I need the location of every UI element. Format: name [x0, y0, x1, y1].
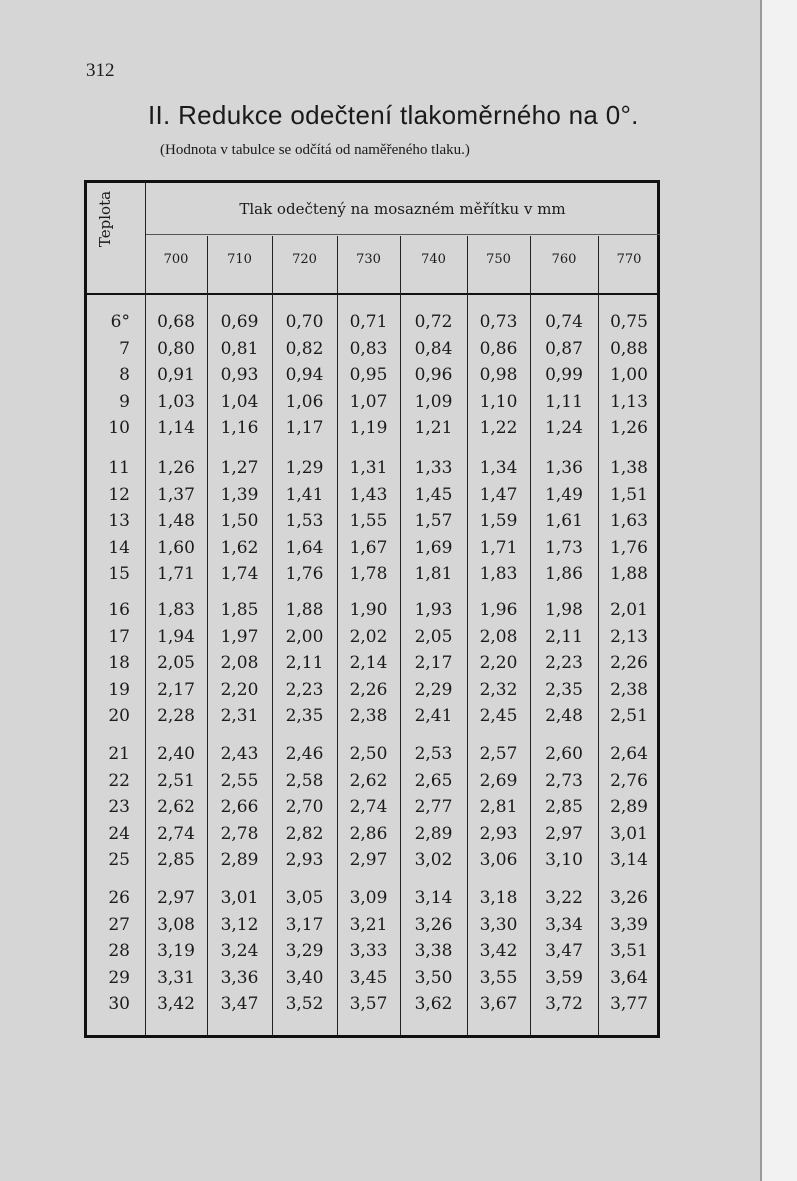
value-cell: 0,88 — [610, 338, 648, 359]
value-cell: 3,55 — [479, 967, 518, 988]
value-cell: 2,45 — [479, 706, 518, 726]
value-cell: 0,70 — [285, 312, 324, 332]
value-cell: 2,28 — [157, 706, 195, 726]
column-header: 750 — [486, 252, 511, 267]
temperature-cell: 16 — [108, 600, 130, 620]
value-cell: 2,05 — [157, 653, 195, 673]
value-cell: 2,35 — [285, 706, 324, 726]
value-cell: 0,71 — [349, 312, 388, 332]
value-cell: 1,37 — [157, 484, 195, 505]
value-cell: 2,17 — [414, 653, 453, 673]
value-cell: 1,55 — [349, 511, 388, 531]
value-cell: 0,94 — [285, 365, 324, 385]
value-cell: 2,86 — [349, 823, 388, 844]
value-cell: 2,38 — [610, 679, 648, 700]
value-cell: 1,71 — [479, 537, 518, 558]
value-cell: 1,38 — [610, 458, 648, 478]
value-cell: 2,48 — [545, 706, 583, 726]
value-cell: 2,26 — [349, 679, 388, 700]
value-cell: 3,29 — [285, 941, 324, 961]
value-cell: 1,78 — [349, 564, 388, 584]
value-cell: 3,14 — [414, 888, 453, 908]
column-header: 700 — [163, 252, 189, 267]
value-cell: 2,89 — [220, 850, 259, 870]
value-cell: 2,81 — [479, 797, 518, 817]
value-cell: 2,00 — [285, 626, 324, 647]
value-cell: 1,69 — [414, 537, 453, 558]
value-cell: 2,97 — [545, 823, 583, 844]
value-cell: 2,50 — [349, 744, 388, 764]
temperature-cell: 21 — [108, 744, 130, 764]
value-cell: 2,05 — [414, 626, 453, 647]
value-cell: 1,83 — [479, 564, 518, 584]
value-cell: 1,71 — [157, 564, 195, 584]
value-cell: 1,24 — [545, 418, 583, 438]
value-cell: 1,63 — [610, 511, 648, 531]
value-cell: 2,74 — [157, 823, 195, 844]
temperature-cell: 12 — [108, 484, 130, 505]
value-cell: 3,39 — [610, 914, 648, 935]
value-cell: 0,95 — [349, 365, 388, 385]
value-cell: 0,74 — [545, 312, 583, 332]
value-cell: 2,23 — [285, 679, 324, 700]
value-cell: 1,62 — [220, 537, 259, 558]
value-cell: 2,97 — [157, 888, 195, 908]
page-edge — [760, 0, 797, 1181]
value-cell: 3,14 — [610, 850, 648, 870]
value-cell: 3,06 — [479, 850, 518, 870]
value-cell: 1,03 — [157, 391, 195, 412]
value-cell: 3,77 — [610, 994, 648, 1014]
value-cell: 2,64 — [610, 744, 648, 764]
value-cell: 0,75 — [610, 312, 648, 332]
temperature-cell: 17 — [108, 626, 130, 647]
value-cell: 3,08 — [157, 914, 195, 935]
value-cell: 3,19 — [157, 941, 195, 961]
value-cell: 2,08 — [220, 653, 259, 673]
temperature-cell: 9 — [119, 391, 130, 412]
value-cell: 1,27 — [220, 458, 259, 478]
value-cell: 2,82 — [285, 823, 324, 844]
value-cell: 2,58 — [285, 770, 324, 791]
value-cell: 2,02 — [349, 626, 388, 647]
temperature-cell: 22 — [108, 770, 130, 791]
value-cell: 3,59 — [545, 967, 583, 988]
value-cell: 3,01 — [610, 823, 648, 844]
temperature-cell: 10 — [108, 418, 130, 438]
caption-rule — [145, 234, 660, 235]
value-cell: 3,52 — [285, 994, 324, 1014]
value-cell: 0,87 — [545, 338, 583, 359]
value-cell: 2,51 — [610, 706, 648, 726]
value-cell: 1,76 — [610, 537, 648, 558]
value-cell: 3,36 — [220, 967, 259, 988]
value-cell: 3,72 — [545, 994, 583, 1014]
value-cell: 0,69 — [220, 312, 259, 332]
column-header: 740 — [421, 252, 446, 267]
value-cell: 2,20 — [220, 679, 259, 700]
value-cell: 1,26 — [610, 418, 648, 438]
header-rule — [84, 293, 660, 295]
value-cell: 3,64 — [610, 967, 648, 988]
value-cell: 2,89 — [610, 797, 648, 817]
value-cell: 1,04 — [220, 391, 259, 412]
value-cell: 2,41 — [414, 706, 453, 726]
value-cell: 3,34 — [545, 914, 583, 935]
value-cell: 2,43 — [220, 744, 259, 764]
value-cell: 0,82 — [285, 338, 324, 359]
value-cell: 1,34 — [479, 458, 518, 478]
page-title: II. Redukce odečtení tlakoměrného na 0°. — [148, 100, 639, 130]
temperature-cell: 20 — [108, 706, 130, 726]
value-cell: 1,53 — [285, 511, 324, 531]
value-cell: 1,61 — [545, 511, 583, 531]
temperature-cell: 24 — [108, 823, 130, 844]
value-cell: 1,85 — [220, 600, 259, 620]
value-cell: 1,36 — [545, 458, 583, 478]
value-cell: 2,85 — [545, 797, 583, 817]
value-cell: 2,85 — [157, 850, 195, 870]
column-header: 760 — [551, 252, 577, 267]
value-cell: 1,10 — [479, 391, 518, 412]
value-cell: 1,97 — [220, 626, 259, 647]
table-caption: Tlak odečtený na mosazném měřítku v mm — [239, 200, 566, 218]
value-cell: 3,51 — [610, 941, 648, 961]
value-cell: 3,62 — [414, 994, 453, 1014]
value-cell: 3,67 — [479, 994, 518, 1014]
value-cell: 1,86 — [545, 564, 583, 584]
value-cell: 2,93 — [479, 823, 518, 844]
value-cell: 2,70 — [285, 797, 324, 817]
value-cell: 3,33 — [349, 941, 388, 961]
value-cell: 1,67 — [349, 537, 388, 558]
value-cell: 0,86 — [479, 338, 518, 359]
value-cell: 1,39 — [220, 484, 259, 505]
value-cell: 3,26 — [414, 914, 453, 935]
value-cell: 1,17 — [285, 418, 324, 438]
value-cell: 3,10 — [545, 850, 583, 870]
value-cell: 3,38 — [414, 941, 453, 961]
row-header-teplota: Teplota — [96, 190, 114, 248]
value-cell: 3,17 — [285, 914, 324, 935]
value-cell: 1,88 — [285, 600, 324, 620]
value-cell: 2,46 — [285, 744, 324, 764]
value-cell: 1,41 — [285, 484, 324, 505]
value-cell: 1,45 — [414, 484, 453, 505]
temperature-cell: 27 — [108, 914, 130, 935]
value-cell: 1,88 — [610, 564, 648, 584]
value-cell: 1,83 — [157, 600, 195, 620]
temperature-cell: 29 — [108, 967, 130, 988]
value-cell: 2,20 — [479, 653, 518, 673]
value-cell: 3,02 — [414, 850, 453, 870]
value-cell: 1,60 — [157, 537, 195, 558]
value-cell: 2,74 — [349, 797, 388, 817]
value-cell: 2,01 — [610, 600, 648, 620]
temperature-cell: 14 — [108, 537, 130, 558]
value-cell: 2,57 — [479, 744, 518, 764]
temperature-cell: 23 — [108, 797, 130, 817]
value-cell: 1,16 — [220, 418, 259, 438]
value-cell: 1,14 — [157, 418, 195, 438]
value-cell: 1,13 — [610, 391, 648, 412]
value-cell: 1,94 — [157, 626, 195, 647]
temperature-cell: 8 — [119, 365, 130, 385]
value-cell: 2,17 — [157, 679, 195, 700]
value-cell: 2,62 — [349, 770, 388, 791]
value-cell: 1,31 — [349, 458, 388, 478]
value-cell: 2,60 — [545, 744, 583, 764]
column-header: 710 — [227, 252, 252, 267]
value-cell: 0,72 — [414, 312, 453, 332]
value-cell: 2,66 — [220, 797, 259, 817]
value-cell: 0,73 — [479, 312, 518, 332]
value-cell: 3,45 — [349, 967, 388, 988]
value-cell: 3,05 — [285, 888, 324, 908]
value-cell: 0,93 — [220, 365, 259, 385]
value-cell: 3,26 — [610, 888, 648, 908]
value-cell: 1,26 — [157, 458, 195, 478]
value-cell: 3,42 — [157, 994, 195, 1014]
value-cell: 2,93 — [285, 850, 324, 870]
value-cell: 3,12 — [220, 914, 259, 935]
value-cell: 3,40 — [285, 967, 324, 988]
temperature-cell: 18 — [108, 653, 130, 673]
value-cell: 0,81 — [220, 338, 259, 359]
column-header: 770 — [616, 252, 642, 267]
column-header: 730 — [356, 252, 381, 267]
value-cell: 2,77 — [414, 797, 453, 817]
value-cell: 2,31 — [220, 706, 259, 726]
value-cell: 2,11 — [285, 653, 324, 673]
temperature-cell: 7 — [119, 338, 130, 359]
value-cell: 2,23 — [545, 653, 583, 673]
page-subtitle: (Hodnota v tabulce se odčítá od naměřeného tlaku.) — [160, 142, 470, 158]
value-cell: 2,38 — [349, 706, 388, 726]
temperature-cell: 15 — [108, 564, 130, 584]
temperature-cell: 30 — [108, 994, 130, 1014]
value-cell: 2,26 — [610, 653, 648, 673]
temperature-cell: 6° — [110, 312, 130, 332]
value-cell: 3,31 — [157, 967, 195, 988]
value-cell: 2,29 — [414, 679, 453, 700]
value-cell: 1,00 — [610, 365, 648, 385]
value-cell: 0,96 — [414, 365, 453, 385]
value-cell: 1,74 — [220, 564, 259, 584]
value-cell: 0,80 — [157, 338, 195, 359]
value-cell: 2,13 — [610, 626, 648, 647]
value-cell: 2,40 — [157, 744, 195, 764]
value-cell: 2,73 — [545, 770, 583, 791]
temperature-cell: 28 — [108, 941, 130, 961]
value-cell: 1,96 — [479, 600, 518, 620]
value-cell: 1,43 — [349, 484, 388, 505]
value-cell: 3,30 — [479, 914, 518, 935]
value-cell: 2,78 — [220, 823, 259, 844]
temperature-cell: 26 — [108, 888, 130, 908]
value-cell: 0,83 — [349, 338, 388, 359]
value-cell: 3,01 — [220, 888, 259, 908]
value-cell: 2,55 — [220, 770, 259, 791]
value-cell: 3,47 — [545, 941, 583, 961]
value-cell: 1,90 — [349, 600, 388, 620]
value-cell: 0,99 — [545, 365, 583, 385]
value-cell: 1,11 — [545, 391, 583, 412]
value-cell: 3,50 — [414, 967, 453, 988]
value-cell: 2,89 — [414, 823, 453, 844]
value-cell: 1,57 — [414, 511, 453, 531]
value-cell: 1,73 — [545, 537, 583, 558]
value-cell: 3,47 — [220, 994, 259, 1014]
value-cell: 2,11 — [545, 626, 583, 647]
temperature-cell: 19 — [108, 679, 130, 700]
value-cell: 1,76 — [285, 564, 324, 584]
value-cell: 3,18 — [479, 888, 518, 908]
value-cell: 1,07 — [349, 391, 388, 412]
value-cell: 1,09 — [414, 391, 453, 412]
column-header: 720 — [292, 252, 317, 267]
value-cell: 0,68 — [157, 312, 195, 332]
value-cell: 1,29 — [285, 458, 324, 478]
page-number: 312 — [86, 60, 115, 81]
value-cell: 3,42 — [479, 941, 518, 961]
value-cell: 1,47 — [479, 484, 518, 505]
value-cell: 1,64 — [285, 537, 324, 558]
value-cell: 1,93 — [414, 600, 453, 620]
value-cell: 0,84 — [414, 338, 453, 359]
value-cell: 3,24 — [220, 941, 259, 961]
value-cell: 1,50 — [220, 511, 259, 531]
value-cell: 2,08 — [479, 626, 518, 647]
value-cell: 2,76 — [610, 770, 648, 791]
value-cell: 2,14 — [349, 653, 388, 673]
temperature-cell: 13 — [108, 511, 130, 531]
value-cell: 3,09 — [349, 888, 388, 908]
value-cell: 2,69 — [479, 770, 518, 791]
value-cell: 0,98 — [479, 365, 518, 385]
value-cell: 2,65 — [414, 770, 453, 791]
value-cell: 1,51 — [610, 484, 648, 505]
value-cell: 2,62 — [157, 797, 195, 817]
value-cell: 0,91 — [157, 365, 195, 385]
value-cell: 1,81 — [414, 564, 453, 584]
temperature-cell: 25 — [108, 850, 130, 870]
value-cell: 3,21 — [349, 914, 388, 935]
value-cell: 2,97 — [349, 850, 388, 870]
value-cell: 2,53 — [414, 744, 453, 764]
value-cell: 3,57 — [349, 994, 388, 1014]
value-cell: 1,22 — [479, 418, 518, 438]
value-cell: 2,51 — [157, 770, 195, 791]
value-cell: 2,35 — [545, 679, 583, 700]
value-cell: 1,33 — [414, 458, 453, 478]
value-cell: 1,49 — [545, 484, 583, 505]
value-cell: 1,21 — [414, 418, 453, 438]
temperature-cell: 11 — [108, 458, 130, 478]
value-cell: 1,19 — [349, 418, 388, 438]
value-cell: 1,98 — [545, 600, 583, 620]
value-cell: 2,32 — [479, 679, 518, 700]
value-cell: 1,06 — [285, 391, 324, 412]
value-cell: 1,48 — [157, 511, 195, 531]
value-cell: 3,22 — [545, 888, 583, 908]
value-cell: 1,59 — [479, 511, 518, 531]
